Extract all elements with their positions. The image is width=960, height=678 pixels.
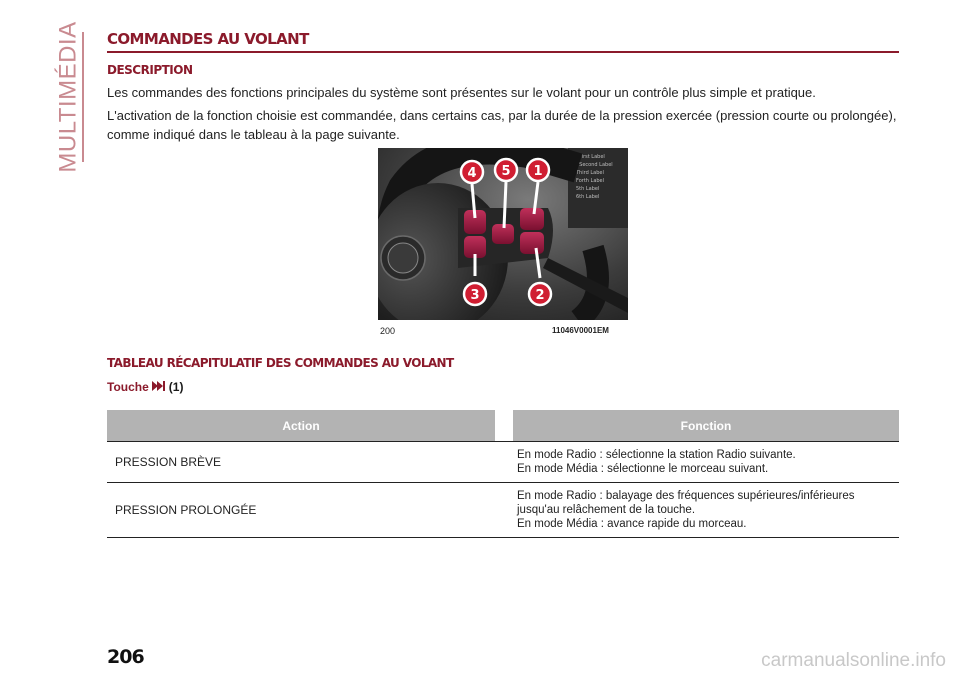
table-row xyxy=(107,442,899,483)
commands-table xyxy=(107,410,899,538)
header-action: Action xyxy=(107,410,495,442)
section-title: COMMANDES AU VOLANT xyxy=(107,30,899,53)
function-line: En mode Média : avance rapide du morceau. xyxy=(517,518,747,530)
function-line: jusqu'au relâchement de la touche. xyxy=(517,504,696,516)
svg-text:Third Label: Third Label xyxy=(576,170,604,176)
main-content xyxy=(107,30,899,148)
side-tab-label: MULTIMÉDIA xyxy=(55,21,83,173)
header-gap xyxy=(495,410,513,442)
description-paragraph-1: Les commandes des fonctions principales du système sont présentes sur le volant pour un contrôle plus simple et pratique. xyxy=(107,85,816,100)
steering-wheel-figure xyxy=(378,148,628,320)
steering-wheel-illustration xyxy=(378,148,628,320)
touche-heading xyxy=(107,380,183,394)
figure-number: 200 xyxy=(380,326,396,336)
callout-3: 3 xyxy=(470,288,480,303)
svg-text:Forth Label: Forth Label xyxy=(576,178,605,184)
touche-number: (1) xyxy=(168,380,184,394)
function-line: En mode Radio : sélectionne la station Radio suivante. xyxy=(517,449,796,461)
header-function: Fonction xyxy=(513,410,899,442)
function-line: En mode Radio : balayage des fréquences supérieures/inférieures xyxy=(517,490,855,502)
callout-2: 2 xyxy=(535,288,545,303)
callout-4: 4 xyxy=(467,166,477,181)
svg-text:· Second Label: · Second Label xyxy=(576,162,613,168)
callout-5: 5 xyxy=(501,164,511,179)
table-header-row xyxy=(107,410,899,442)
description-paragraph-2: L'activation de la fonction choisie est commandée, dans certains cas, par la durée de la pression exercée (pression courte ou prolongée), comme indiqué dans le tableau à la page suivante. xyxy=(107,108,897,142)
table-row xyxy=(107,483,899,538)
row-action: PRESSION BRÈVE xyxy=(107,442,495,483)
svg-text:6th Label: 6th Label xyxy=(576,194,600,200)
description-title: DESCRIPTION xyxy=(107,63,193,77)
section-side-tab xyxy=(54,21,84,173)
function-line: En mode Média : sélectionne le morceau suivant. xyxy=(517,463,769,475)
row-function xyxy=(513,442,899,483)
svg-text:5th Label: 5th Label xyxy=(576,186,600,192)
callout-1: 1 xyxy=(533,164,543,179)
touche-label: Touche xyxy=(107,380,149,394)
row-function xyxy=(513,483,899,538)
skip-next-icon xyxy=(152,380,166,394)
watermark: carmanualsonline.info xyxy=(761,650,946,671)
figure-code: 11046V0001EM xyxy=(552,326,609,335)
row-action: PRESSION PROLONGÉE xyxy=(107,483,495,538)
table-title: TABLEAU RÉCAPITULATIF DES COMMANDES AU VOLANT xyxy=(107,356,454,370)
svg-text:· First Label: · First Label xyxy=(576,154,605,160)
page-number: 206 xyxy=(107,646,144,668)
side-tab-rule xyxy=(82,32,84,162)
